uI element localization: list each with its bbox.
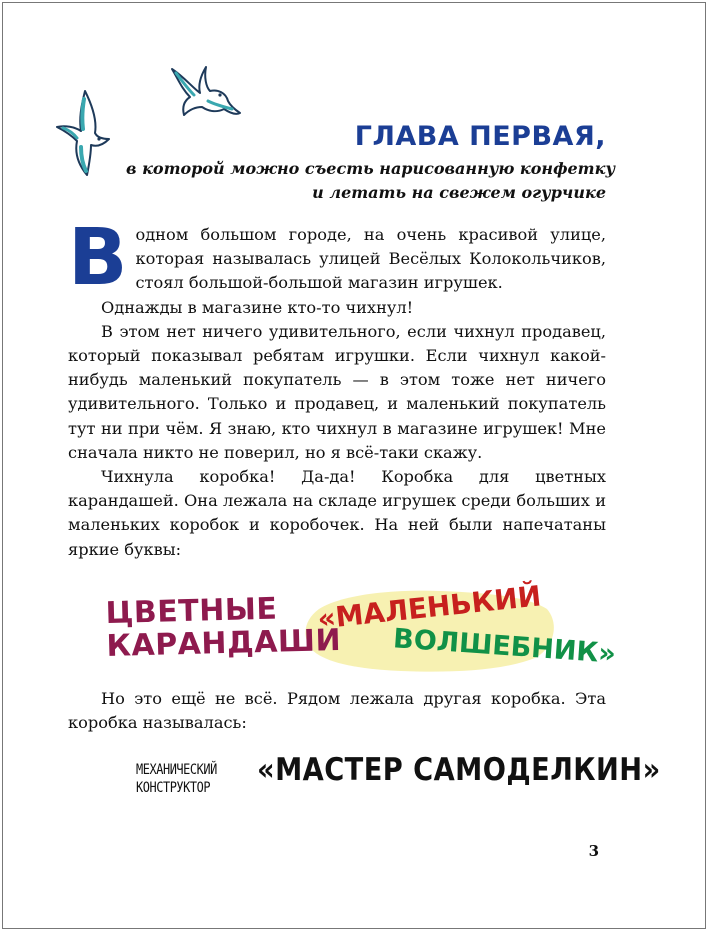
constructor-subtitle-line: КОНСТРУКТОР [136, 780, 211, 796]
constructor-subtitle-line: МЕХАНИЧЕСКИЙ [136, 762, 217, 778]
book-page [2, 2, 706, 929]
page-number: 3 [588, 842, 599, 860]
paragraph: В этом нет ничего удивительного, если чихнул продавец, который показывал ребятам игрушки. Если чихнул какой-нибудь маленький покупатель — в этом тоже нет ничего удивительного. Только и продавец, и маленький покупатель тут ни при чём. Я знаю, кто чихнул в магазине игрушек! Мне сначала никто не поверил, но я всё-таки скажу. [68, 321, 606, 462]
chapter-subtitle-line: в которой можно съесть нарисованную конфетку [126, 159, 616, 178]
paragraph: Чихнула коробка! Да-да! Коробка для цветных карандашей. Она лежала на складе игрушек среди больших и маленьких коробок и коробочек. На ней были напечатаны яркие буквы: [68, 467, 606, 559]
pencils-label-line: КАРАНДАШИ [106, 622, 342, 665]
constructor-box-subtitle [136, 761, 217, 797]
paragraph: Однажды в магазине кто-то чихнул! [101, 297, 414, 317]
drop-cap: В [68, 213, 128, 303]
pencils-label-line: ЦВЕТНЫЕ [105, 591, 278, 632]
wizard-title-line2: ВОЛШЕБНИК» [392, 623, 617, 670]
flying-bird-icon [51, 89, 113, 189]
paragraph: Но это ещё не всё. Рядом лежала другая коробка. Эта коробка называлась: [68, 689, 606, 733]
paragraph: Водном большом городе, на очень красивой улице, которая называлась улицей Весёлых Колокольчиков, стоял большой-большой магазин игрушек. [68, 213, 606, 303]
chapter-subtitle [126, 157, 616, 205]
pencils-box-label [105, 591, 342, 665]
body-text-continued [68, 687, 606, 735]
body-text [68, 213, 606, 562]
chapter-title: ГЛАВА ПЕРВАЯ, [354, 121, 606, 152]
chapter-subtitle-line: и летать на свежем огурчике [312, 183, 606, 202]
wizard-title-line1: «МАЛЕНЬКИЙ [315, 579, 543, 636]
constructor-box-title: «МАСТЕР САМОДЕЛКИН» [257, 752, 661, 788]
flying-bird-icon [168, 65, 242, 127]
